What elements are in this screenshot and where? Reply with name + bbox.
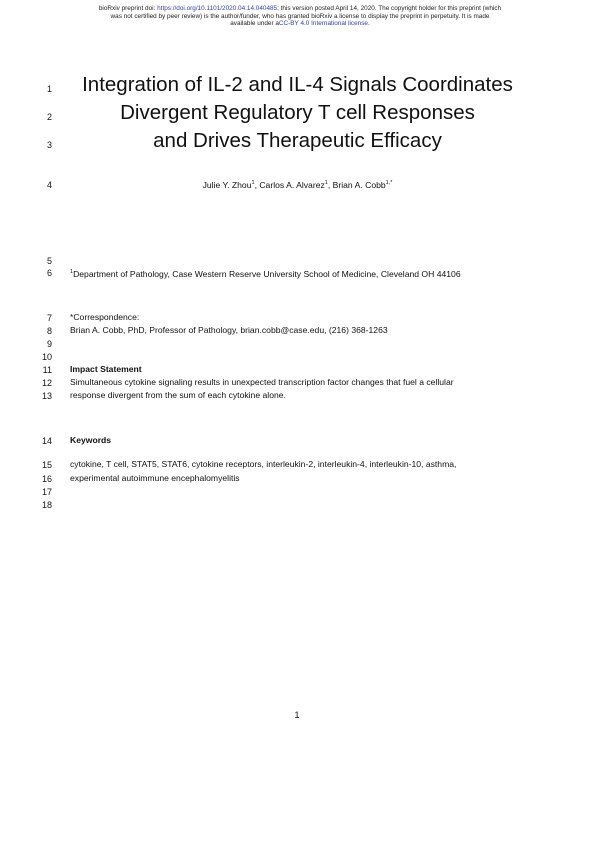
- line-number: 14: [41, 436, 52, 446]
- line-number: 10: [41, 352, 52, 362]
- author-list: Julie Y. Zhou$^1$, Carlos A. Alvarez$^1$, Brian A. Cobb$^{1,*}$: [202, 180, 393, 190]
- correspondence-text: Brian A. Cobb, PhD, Professor of Pathology, brian.cobb@case.edu, (216) 368-1263: [70, 325, 388, 335]
- title-line: and Drives Therapeutic Efficacy: [153, 129, 442, 152]
- author-affil-sup: 1: [251, 180, 255, 187]
- line-number: 12: [41, 378, 52, 388]
- author-affil-sup: 1: [324, 180, 328, 187]
- keywords-text-line: experimental autoimmune encephalomyelitis: [70, 473, 240, 483]
- doi-link[interactable]: https://doi.org/10.1101/2020.04.14.040485: [157, 5, 278, 12]
- line-number: 2: [46, 112, 52, 122]
- author-name: Carlos A. Alvarez: [259, 180, 325, 190]
- line-number: 5: [46, 256, 52, 266]
- keywords-text-line: cytokine, T cell, STAT5, STAT6, cytokine receptors, interleukin-2, interleukin-4, interleukin-10, asthma,: [70, 459, 457, 469]
- line-number: 16: [41, 474, 52, 484]
- license-link[interactable]: CC-BY 4.0 International license: [278, 20, 368, 28]
- author-name: Julie Y. Zhou: [202, 180, 252, 190]
- line-number: 7: [46, 313, 52, 323]
- paper-title: [60, 71, 535, 155]
- banner-line-1: bioRxiv preprint doi: https://doi.org/10.1101/2020.04.14.040485; this version posted April 14, 2020. The copyright holder for this preprint (which: [98, 5, 502, 12]
- line-number: 4: [46, 180, 52, 190]
- line-number: 11: [42, 365, 52, 375]
- title-line: Divergent Regulatory T cell Responses: [120, 101, 475, 124]
- line-number: 1: [46, 84, 52, 94]
- line-number: 9: [46, 339, 52, 349]
- affiliation: $^1$Department of Pathology, Case Western Reserve University School of Medicine, Cleveland OH 44106: [70, 268, 461, 279]
- preprint-banner: [40, 5, 560, 28]
- title-line: Integration of IL-2 and IL-4 Signals Coordinates: [82, 73, 513, 96]
- impact-heading: Impact Statement: [70, 364, 142, 374]
- banner-line-3: available under aCC-BY 4.0 International license.: [230, 20, 370, 28]
- page-number: 1: [294, 710, 300, 720]
- line-number: 13: [41, 391, 52, 401]
- line-number: 15: [41, 460, 52, 470]
- banner-line-2: was not certified by peer review) is the author/funder, who has granted bioRxiv a license to display the preprint in perpetuity. It is made: [110, 12, 490, 20]
- impact-text-line: response divergent from the sum of each cytokine alone.: [70, 390, 286, 400]
- keywords-heading: Keywords: [70, 435, 112, 445]
- line-number: 18: [41, 500, 52, 510]
- line-number: 6: [46, 268, 52, 278]
- author-name: Brian A. Cobb: [332, 180, 386, 190]
- author-affil-sup: 1,*: [385, 180, 393, 187]
- impact-text-line: Simultaneous cytokine signaling results in unexpected transcription factor changes that fuel a cellular: [70, 377, 454, 387]
- line-number: 3: [46, 140, 52, 150]
- line-number: 17: [41, 487, 52, 497]
- correspondence-label: *Correspondence:: [70, 312, 140, 322]
- line-number: 8: [46, 326, 52, 336]
